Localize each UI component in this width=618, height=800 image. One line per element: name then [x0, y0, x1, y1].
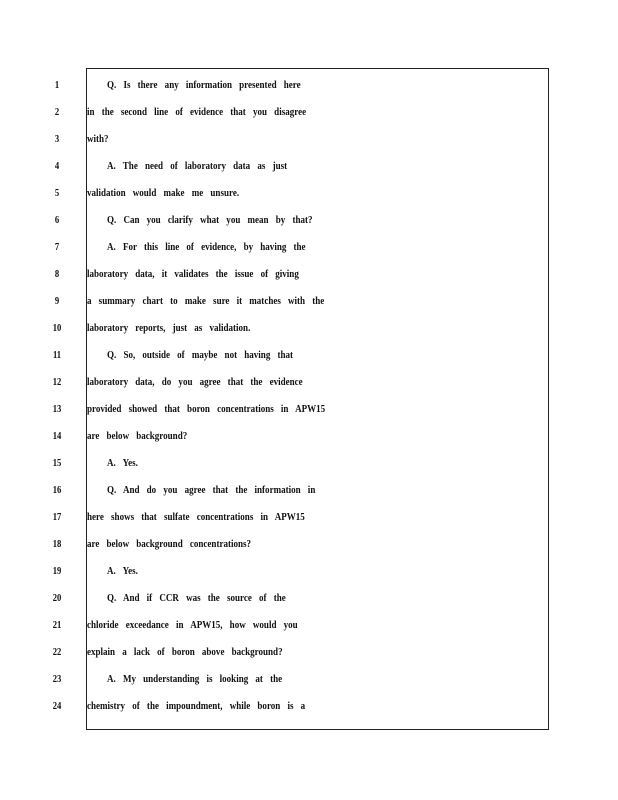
- transcript-line: [0, 72, 618, 99]
- transcript-line: [0, 612, 618, 639]
- line-number: 4: [54, 160, 60, 172]
- line-number: 10: [52, 322, 62, 334]
- line-number: 11: [52, 349, 62, 361]
- line-text: explain a lack of boron above background?: [87, 646, 283, 658]
- line-number: 19: [52, 565, 62, 577]
- transcript-line: [0, 180, 618, 207]
- transcript-line: [0, 207, 618, 234]
- transcript-line: [0, 666, 618, 693]
- line-number: 6: [54, 214, 60, 226]
- transcript-line: [0, 477, 618, 504]
- transcript-line: [0, 342, 618, 369]
- line-text: a summary chart to make sure it matches with the: [87, 295, 325, 307]
- line-text: are below background?: [87, 430, 188, 442]
- line-number: 22: [52, 646, 62, 658]
- transcript-line: [0, 261, 618, 288]
- line-number: 18: [52, 538, 62, 550]
- transcript-line: [0, 126, 618, 153]
- line-text: here shows that sulfate concentrations in APW15: [87, 511, 305, 523]
- line-text: Q. Is there any information presented here: [107, 79, 301, 91]
- transcript-line: [0, 288, 618, 315]
- transcript-line: [0, 639, 618, 666]
- line-number: 23: [52, 673, 62, 685]
- transcript-line: [0, 153, 618, 180]
- line-number: 3: [54, 133, 60, 145]
- transcript-line: [0, 423, 618, 450]
- line-text: A. My understanding is looking at the: [107, 673, 283, 685]
- transcript-body: [0, 72, 618, 732]
- line-number: 16: [52, 484, 62, 496]
- line-text: provided showed that boron concentrations in APW15: [87, 403, 326, 415]
- line-text: A. Yes.: [107, 457, 138, 469]
- line-text: Q. Can you clarify what you mean by that?: [107, 214, 313, 226]
- line-number: 5: [54, 187, 60, 199]
- transcript-line: [0, 369, 618, 396]
- transcript-line: [0, 558, 618, 585]
- line-text: chloride exceedance in APW15, how would you: [87, 619, 298, 631]
- line-number: 17: [52, 511, 62, 523]
- transcript-line: [0, 99, 618, 126]
- line-number: 21: [52, 619, 62, 631]
- line-text: A. The need of laboratory data as just: [107, 160, 288, 172]
- transcript-line: [0, 693, 618, 720]
- transcript-line: [0, 531, 618, 558]
- line-number: 24: [52, 700, 62, 712]
- line-number: 13: [52, 403, 62, 415]
- line-number: 2: [54, 106, 60, 118]
- line-number: 7: [54, 241, 60, 253]
- line-text: are below background concentrations?: [87, 538, 252, 550]
- line-text: laboratory data, do you agree that the evidence: [87, 376, 303, 388]
- transcript-line: [0, 396, 618, 423]
- line-text: laboratory data, it validates the issue of giving: [87, 268, 299, 280]
- line-text: Q. So, outside of maybe not having that: [107, 349, 294, 361]
- line-text: laboratory reports, just as validation.: [87, 322, 251, 334]
- line-text: A. For this line of evidence, by having the: [107, 241, 306, 253]
- transcript-line: [0, 585, 618, 612]
- transcript-line: [0, 504, 618, 531]
- line-number: 8: [54, 268, 60, 280]
- transcript-line: [0, 315, 618, 342]
- line-number: 12: [52, 376, 62, 388]
- line-text: validation would make me unsure.: [87, 187, 240, 199]
- line-text: in the second line of evidence that you disagree: [87, 106, 307, 118]
- line-number: 20: [52, 592, 62, 604]
- line-text: Q. And if CCR was the source of the: [107, 592, 286, 604]
- line-text: chemistry of the impoundment, while boron is a: [87, 700, 306, 712]
- line-text: with?: [87, 133, 109, 145]
- line-number: 1: [54, 79, 60, 91]
- line-text: A. Yes.: [107, 565, 138, 577]
- line-number: 9: [54, 295, 60, 307]
- line-text: Q. And do you agree that the information in: [107, 484, 316, 496]
- line-number: 15: [52, 457, 62, 469]
- transcript-line: [0, 234, 618, 261]
- line-number: 14: [52, 430, 62, 442]
- transcript-line: [0, 450, 618, 477]
